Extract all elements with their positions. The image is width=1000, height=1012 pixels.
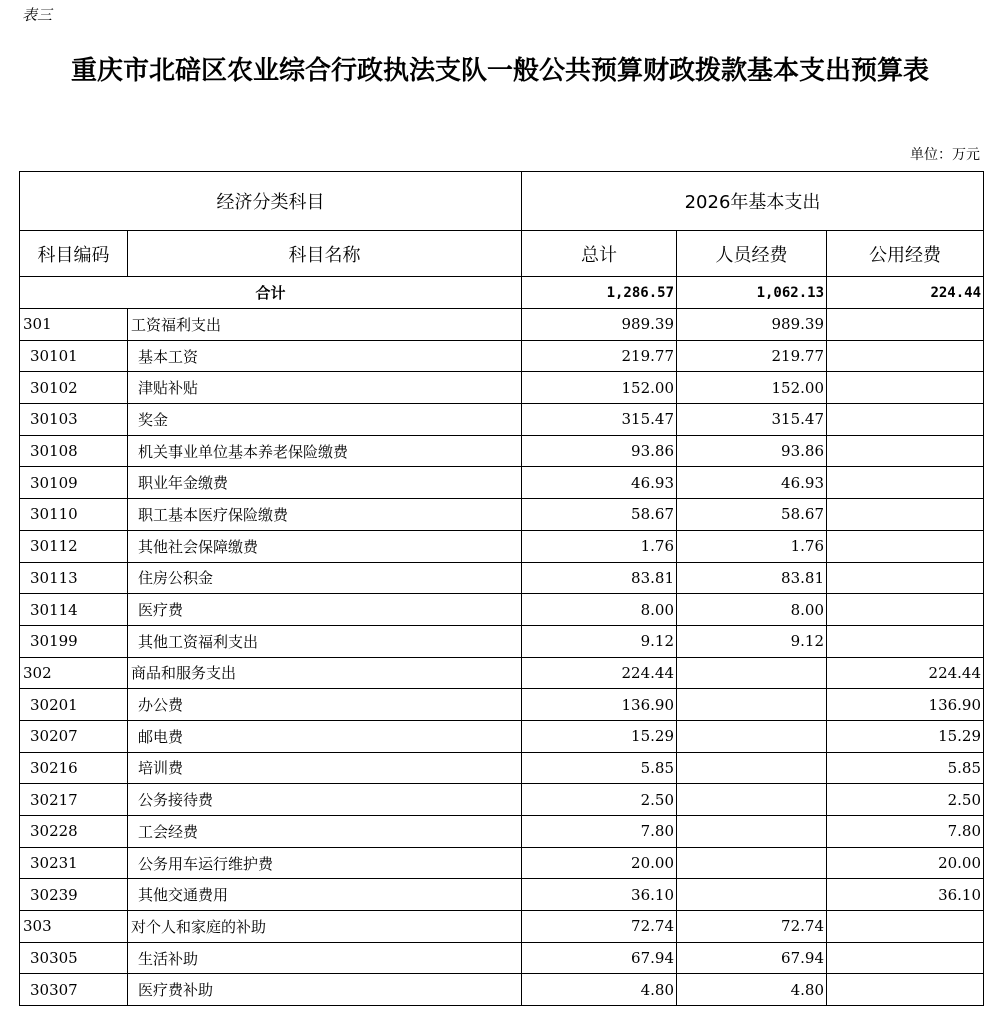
row-code: 30307 (20, 974, 128, 1006)
row-name: 其他交通费用 (128, 879, 522, 911)
econ-class-header: 经济分类科目 (20, 172, 522, 231)
row-public: 36.10 (827, 879, 984, 911)
total-public: 224.44 (827, 277, 984, 309)
row-name: 住房公积金 (128, 562, 522, 594)
row-total: 7.80 (522, 816, 677, 848)
row-total: 9.12 (522, 625, 677, 657)
table-row (20, 530, 984, 562)
row-personnel (677, 752, 827, 784)
row-total: 5.85 (522, 752, 677, 784)
row-code: 30216 (20, 752, 128, 784)
row-total: 72.74 (522, 911, 677, 943)
table-row (20, 309, 984, 341)
table-row (20, 720, 984, 752)
row-total: 4.80 (522, 974, 677, 1006)
row-public (827, 309, 984, 341)
table-number-label: 表三 (22, 6, 53, 24)
row-personnel: 315.47 (677, 404, 827, 436)
row-personnel (677, 657, 827, 689)
row-public (827, 942, 984, 974)
row-total: 315.47 (522, 404, 677, 436)
row-code: 30217 (20, 784, 128, 816)
header-row-2 (20, 231, 984, 277)
row-public (827, 594, 984, 626)
row-code: 30112 (20, 530, 128, 562)
table-row (20, 752, 984, 784)
row-name: 生活补助 (128, 942, 522, 974)
row-total: 36.10 (522, 879, 677, 911)
row-personnel: 989.39 (677, 309, 827, 341)
row-code: 30228 (20, 816, 128, 848)
table-row (20, 435, 984, 467)
row-name: 职工基本医疗保险缴费 (128, 499, 522, 531)
table-row (20, 467, 984, 499)
row-public (827, 404, 984, 436)
table-row (20, 562, 984, 594)
row-total: 15.29 (522, 720, 677, 752)
row-personnel: 83.81 (677, 562, 827, 594)
row-name: 职业年金缴费 (128, 467, 522, 499)
row-public (827, 530, 984, 562)
row-name: 工资福利支出 (128, 309, 522, 341)
row-code: 30239 (20, 879, 128, 911)
page-title: 重庆市北碚区农业综合行政执法支队一般公共预算财政拨款基本支出预算表 (70, 56, 929, 86)
row-total: 8.00 (522, 594, 677, 626)
row-code: 30108 (20, 435, 128, 467)
row-name: 培训费 (128, 752, 522, 784)
row-name: 医疗费 (128, 594, 522, 626)
row-name: 公务用车运行维护费 (128, 847, 522, 879)
row-total: 46.93 (522, 467, 677, 499)
row-personnel: 58.67 (677, 499, 827, 531)
row-name: 奖金 (128, 404, 522, 436)
row-public (827, 625, 984, 657)
row-code: 301 (20, 309, 128, 341)
row-code: 30231 (20, 847, 128, 879)
row-public: 136.90 (827, 689, 984, 721)
table-row (20, 816, 984, 848)
row-total: 224.44 (522, 657, 677, 689)
row-public (827, 974, 984, 1006)
row-name: 其他社会保障缴费 (128, 530, 522, 562)
table-row (20, 847, 984, 879)
unit-label: 单位：万元 (910, 147, 980, 163)
name-column-header: 科目名称 (128, 231, 522, 277)
row-personnel (677, 847, 827, 879)
row-personnel (677, 720, 827, 752)
row-personnel: 8.00 (677, 594, 827, 626)
row-personnel (677, 784, 827, 816)
total-column-header: 总计 (522, 231, 677, 277)
row-public: 20.00 (827, 847, 984, 879)
row-public (827, 562, 984, 594)
row-personnel: 219.77 (677, 340, 827, 372)
row-public: 7.80 (827, 816, 984, 848)
table-row (20, 942, 984, 974)
row-public: 2.50 (827, 784, 984, 816)
row-total: 2.50 (522, 784, 677, 816)
row-code: 30101 (20, 340, 128, 372)
row-personnel (677, 816, 827, 848)
row-code: 30113 (20, 562, 128, 594)
row-name: 基本工资 (128, 340, 522, 372)
row-total: 219.77 (522, 340, 677, 372)
total-personnel: 1,062.13 (677, 277, 827, 309)
header-row-1 (20, 172, 984, 231)
table-row (20, 974, 984, 1006)
year-expense-header: 2026年基本支出 (522, 172, 984, 231)
table-row (20, 879, 984, 911)
row-total: 136.90 (522, 689, 677, 721)
row-code: 30109 (20, 467, 128, 499)
row-personnel: 72.74 (677, 911, 827, 943)
table-row (20, 594, 984, 626)
row-public (827, 499, 984, 531)
table-row (20, 372, 984, 404)
row-personnel: 4.80 (677, 974, 827, 1006)
row-public: 15.29 (827, 720, 984, 752)
row-code: 30201 (20, 689, 128, 721)
row-public (827, 435, 984, 467)
total-total: 1,286.57 (522, 277, 677, 309)
row-code: 30207 (20, 720, 128, 752)
row-name: 机关事业单位基本养老保险缴费 (128, 435, 522, 467)
row-code: 30199 (20, 625, 128, 657)
row-personnel: 93.86 (677, 435, 827, 467)
row-name: 公务接待费 (128, 784, 522, 816)
row-personnel (677, 879, 827, 911)
row-total: 58.67 (522, 499, 677, 531)
row-name: 津贴补贴 (128, 372, 522, 404)
row-name: 医疗费补助 (128, 974, 522, 1006)
row-public (827, 467, 984, 499)
row-personnel: 9.12 (677, 625, 827, 657)
row-code: 30110 (20, 499, 128, 531)
table-row (20, 499, 984, 531)
row-public (827, 372, 984, 404)
row-name: 商品和服务支出 (128, 657, 522, 689)
row-personnel: 46.93 (677, 467, 827, 499)
table-row (20, 784, 984, 816)
row-public: 224.44 (827, 657, 984, 689)
row-code: 303 (20, 911, 128, 943)
row-name: 办公费 (128, 689, 522, 721)
row-personnel: 67.94 (677, 942, 827, 974)
public-column-header: 公用经费 (827, 231, 984, 277)
row-total: 989.39 (522, 309, 677, 341)
row-code: 30102 (20, 372, 128, 404)
row-personnel (677, 689, 827, 721)
total-row (20, 277, 984, 309)
table-row (20, 689, 984, 721)
table-row (20, 657, 984, 689)
row-code: 30305 (20, 942, 128, 974)
table-row (20, 340, 984, 372)
table-row (20, 911, 984, 943)
row-code: 30114 (20, 594, 128, 626)
row-total: 93.86 (522, 435, 677, 467)
table-row (20, 404, 984, 436)
row-public: 5.85 (827, 752, 984, 784)
table-row (20, 625, 984, 657)
row-public (827, 340, 984, 372)
row-public (827, 911, 984, 943)
row-personnel: 1.76 (677, 530, 827, 562)
row-name: 对个人和家庭的补助 (128, 911, 522, 943)
code-column-header: 科目编码 (20, 231, 128, 277)
row-total: 1.76 (522, 530, 677, 562)
row-total: 67.94 (522, 942, 677, 974)
total-label: 合计 (20, 277, 522, 309)
row-personnel: 152.00 (677, 372, 827, 404)
row-code: 302 (20, 657, 128, 689)
row-name: 邮电费 (128, 720, 522, 752)
row-name: 其他工资福利支出 (128, 625, 522, 657)
row-total: 83.81 (522, 562, 677, 594)
personnel-column-header: 人员经费 (677, 231, 827, 277)
row-name: 工会经费 (128, 816, 522, 848)
row-total: 20.00 (522, 847, 677, 879)
budget-table (19, 171, 984, 1006)
row-code: 30103 (20, 404, 128, 436)
row-total: 152.00 (522, 372, 677, 404)
